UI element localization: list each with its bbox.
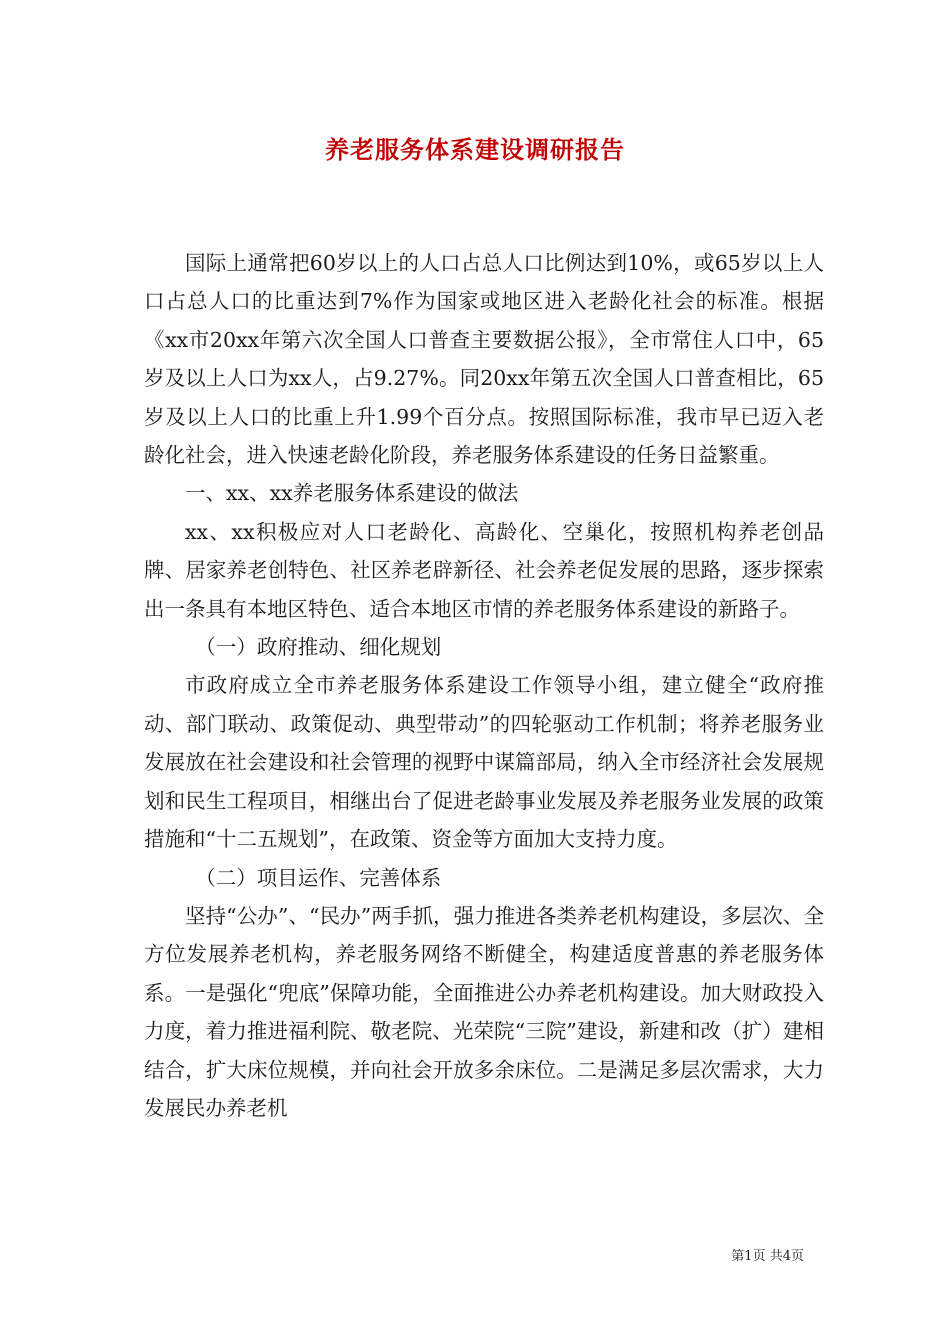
page-number-footer (731, 1247, 804, 1267)
document-title: 养老服务体系建设调研报告 (325, 135, 625, 164)
subsection-heading-2: （二）项目运作、完善体系 (195, 865, 442, 890)
total-pages-number: 4 (782, 1249, 791, 1264)
page-label-suffix: 页 (790, 1249, 804, 1264)
paragraph-projects: 坚持“公办”、“民办”两手抓，强力推进各类养老机构建设，多层次、全方位发展养老机构，养老服务网络不断健全，构建适度普惠的养老服务体系。一是强化“兜底”保障功能，全面推进公办养老机构建设。加大财政投入力度，着力推进福利院、敬老院、光荣院“三院”建设，新建和改（扩）建相结合，扩大床位规模，并向社会开放多余床位。二是满足多层次需求，大力发展民办养老机 (144, 903, 824, 1120)
page-label-prefix: 第 (731, 1249, 745, 1264)
paragraph-intro: 国际上通常把60岁以上的人口占总人口比例达到10%，或65岁以上人口占总人口的比重达到7%作为国家或地区进入老龄化社会的标准。根据《xx市20xx年第六次全国人口普查主要数据公报》，全市常住人口中，65岁及以上人口为xx人，占9.27%。同20xx年第五次全国人口普查相比，65岁及以上人口的比重上升1.99个百分点。按照国际标准，我市早已迈入老龄化社会，进入快速老龄化阶段，养老服务体系建设的任务日益繁重。 (144, 251, 824, 468)
page-label-middle: 页 共 (752, 1249, 783, 1264)
document-body (144, 244, 824, 1127)
paragraph-overview: xx、xx积极应对人口老龄化、高龄化、空巢化，按照机构养老创品牌、居家养老创特色、社区养老辟新径、社会养老促发展的思路，逐步探索出一条具有本地区特色、适合本地区市情的养老服务体系建设的新路子。 (144, 519, 824, 621)
subsection-heading-1: （一）政府推动、细化规划 (195, 635, 442, 660)
current-page-number: 1 (744, 1249, 753, 1264)
section-heading-1: 一、xx、xx养老服务体系建设的做法 (185, 481, 519, 506)
paragraph-government: 市政府成立全市养老服务体系建设工作领导小组，建立健全“政府推动、部门联动、政策促动、典型带动”的四轮驱动工作机制；将养老服务业发展放在社会建设和社会管理的视野中谋篇部局，纳入全市经济社会发展规划和民生工程项目，相继出台了促进老龄事业发展及养老服务业发展的政策措施和“十二五规划”，在政策、资金等方面加大支持力度。 (144, 673, 824, 852)
